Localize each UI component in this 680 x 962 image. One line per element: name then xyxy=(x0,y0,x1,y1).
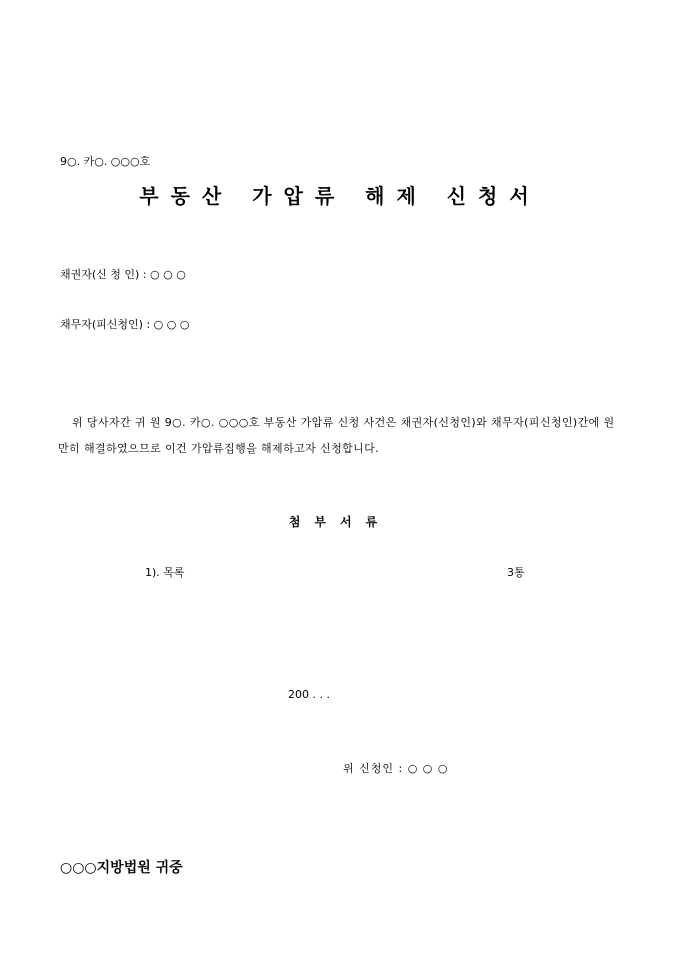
document-title: 부동산 가압류 해제 신청서 xyxy=(139,184,541,208)
attachment-item-count: 3통 xyxy=(507,566,525,579)
attachment-item-label: 1). 목록 xyxy=(145,566,185,579)
debtor-line: 채무자(피신청인) : ○ ○ ○ xyxy=(60,318,190,331)
creditor-line: 채권자(신 청 인) : ○ ○ ○ xyxy=(60,268,186,281)
attachments-heading: 첨부서류 xyxy=(288,515,392,529)
case-number: 9○. 카○. ○○○호 xyxy=(60,155,151,168)
applicant-signature-line: 위 신청인 : ○ ○ ○ xyxy=(343,762,449,775)
request-body-text: 위 당사자간 귀 원 9○. 카○. ○○○호 부동산 가압류 신청 사건은 채권자(신청인)와 채무자(피신청인)간에 원만히 해결하였으므로 이건 가압류집행을 해제하고자 신청합니다. xyxy=(58,416,615,455)
date-line: 200 . . . xyxy=(288,688,330,701)
court-addressee: ○○○지방법원 귀중 xyxy=(60,860,183,876)
